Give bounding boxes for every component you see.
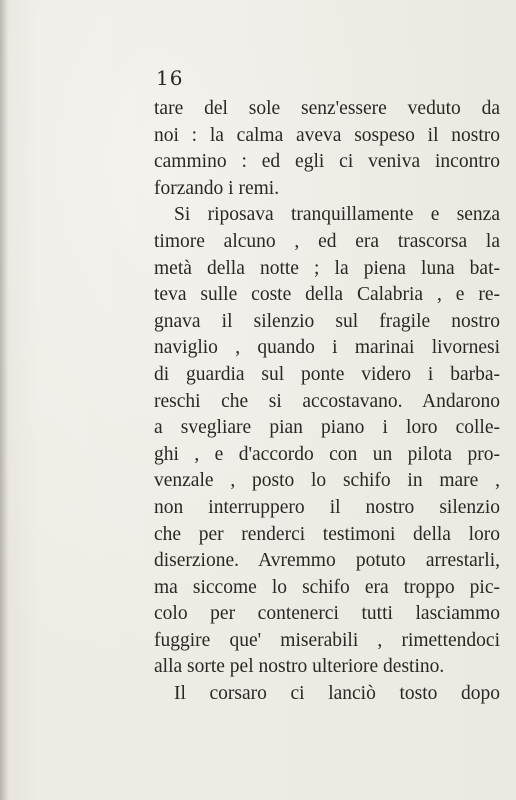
text-line: non interruppero il nostro silenzio [154,496,500,518]
text-line: a svegliare pian piano i loro colle- [154,417,500,439]
text-line: tare del sole senz'essere veduto da [154,98,500,119]
text-line: reschi che si accostavano. Andarono [154,390,500,412]
gutter-shadow [0,0,8,800]
text-line: teva sulle coste della Calabria , e re- [154,284,500,306]
text-line: forzando i remi. [154,177,280,199]
text-line: che per renderci testimoni della loro [154,523,500,545]
text-line: diserzione. Avremmo potuto arrestarli, [154,550,500,572]
body-text [154,96,500,708]
text-line: Il corsaro ci lanciò tosto dopo [174,683,500,705]
text-line: ghi , e d'accordo con un pilota pro- [154,443,500,465]
text-line: metà della notte ; la piena luna bat- [154,257,500,279]
text-line: noi : la calma aveva sospeso il nostro [154,124,500,146]
text-line: cammino : ed egli ci veniva incontro [154,151,500,173]
text-line: naviglio , quando i marinai livornesi [154,337,500,359]
text-line: venzale , posto lo schifo in mare , [154,470,500,492]
text-line: gnava il silenzio sul fragile nostro [154,310,500,332]
text-line: colo per contenerci tutti lasciammo [154,603,500,625]
text-line: di guardia sul ponte videro i barba- [154,363,500,385]
text-line: Si riposava tranquillamente e senza [174,204,500,226]
text-line: fuggire que' miserabili , rimettendoci [154,629,500,651]
page-number: 16 [156,66,184,90]
text-line: ma siccome lo schifo era troppo pic- [154,576,500,598]
text-line: alla sorte pel nostro ulteriore destino. [154,656,445,678]
text-line: timore alcuno , ed era trascorsa la [154,230,500,252]
